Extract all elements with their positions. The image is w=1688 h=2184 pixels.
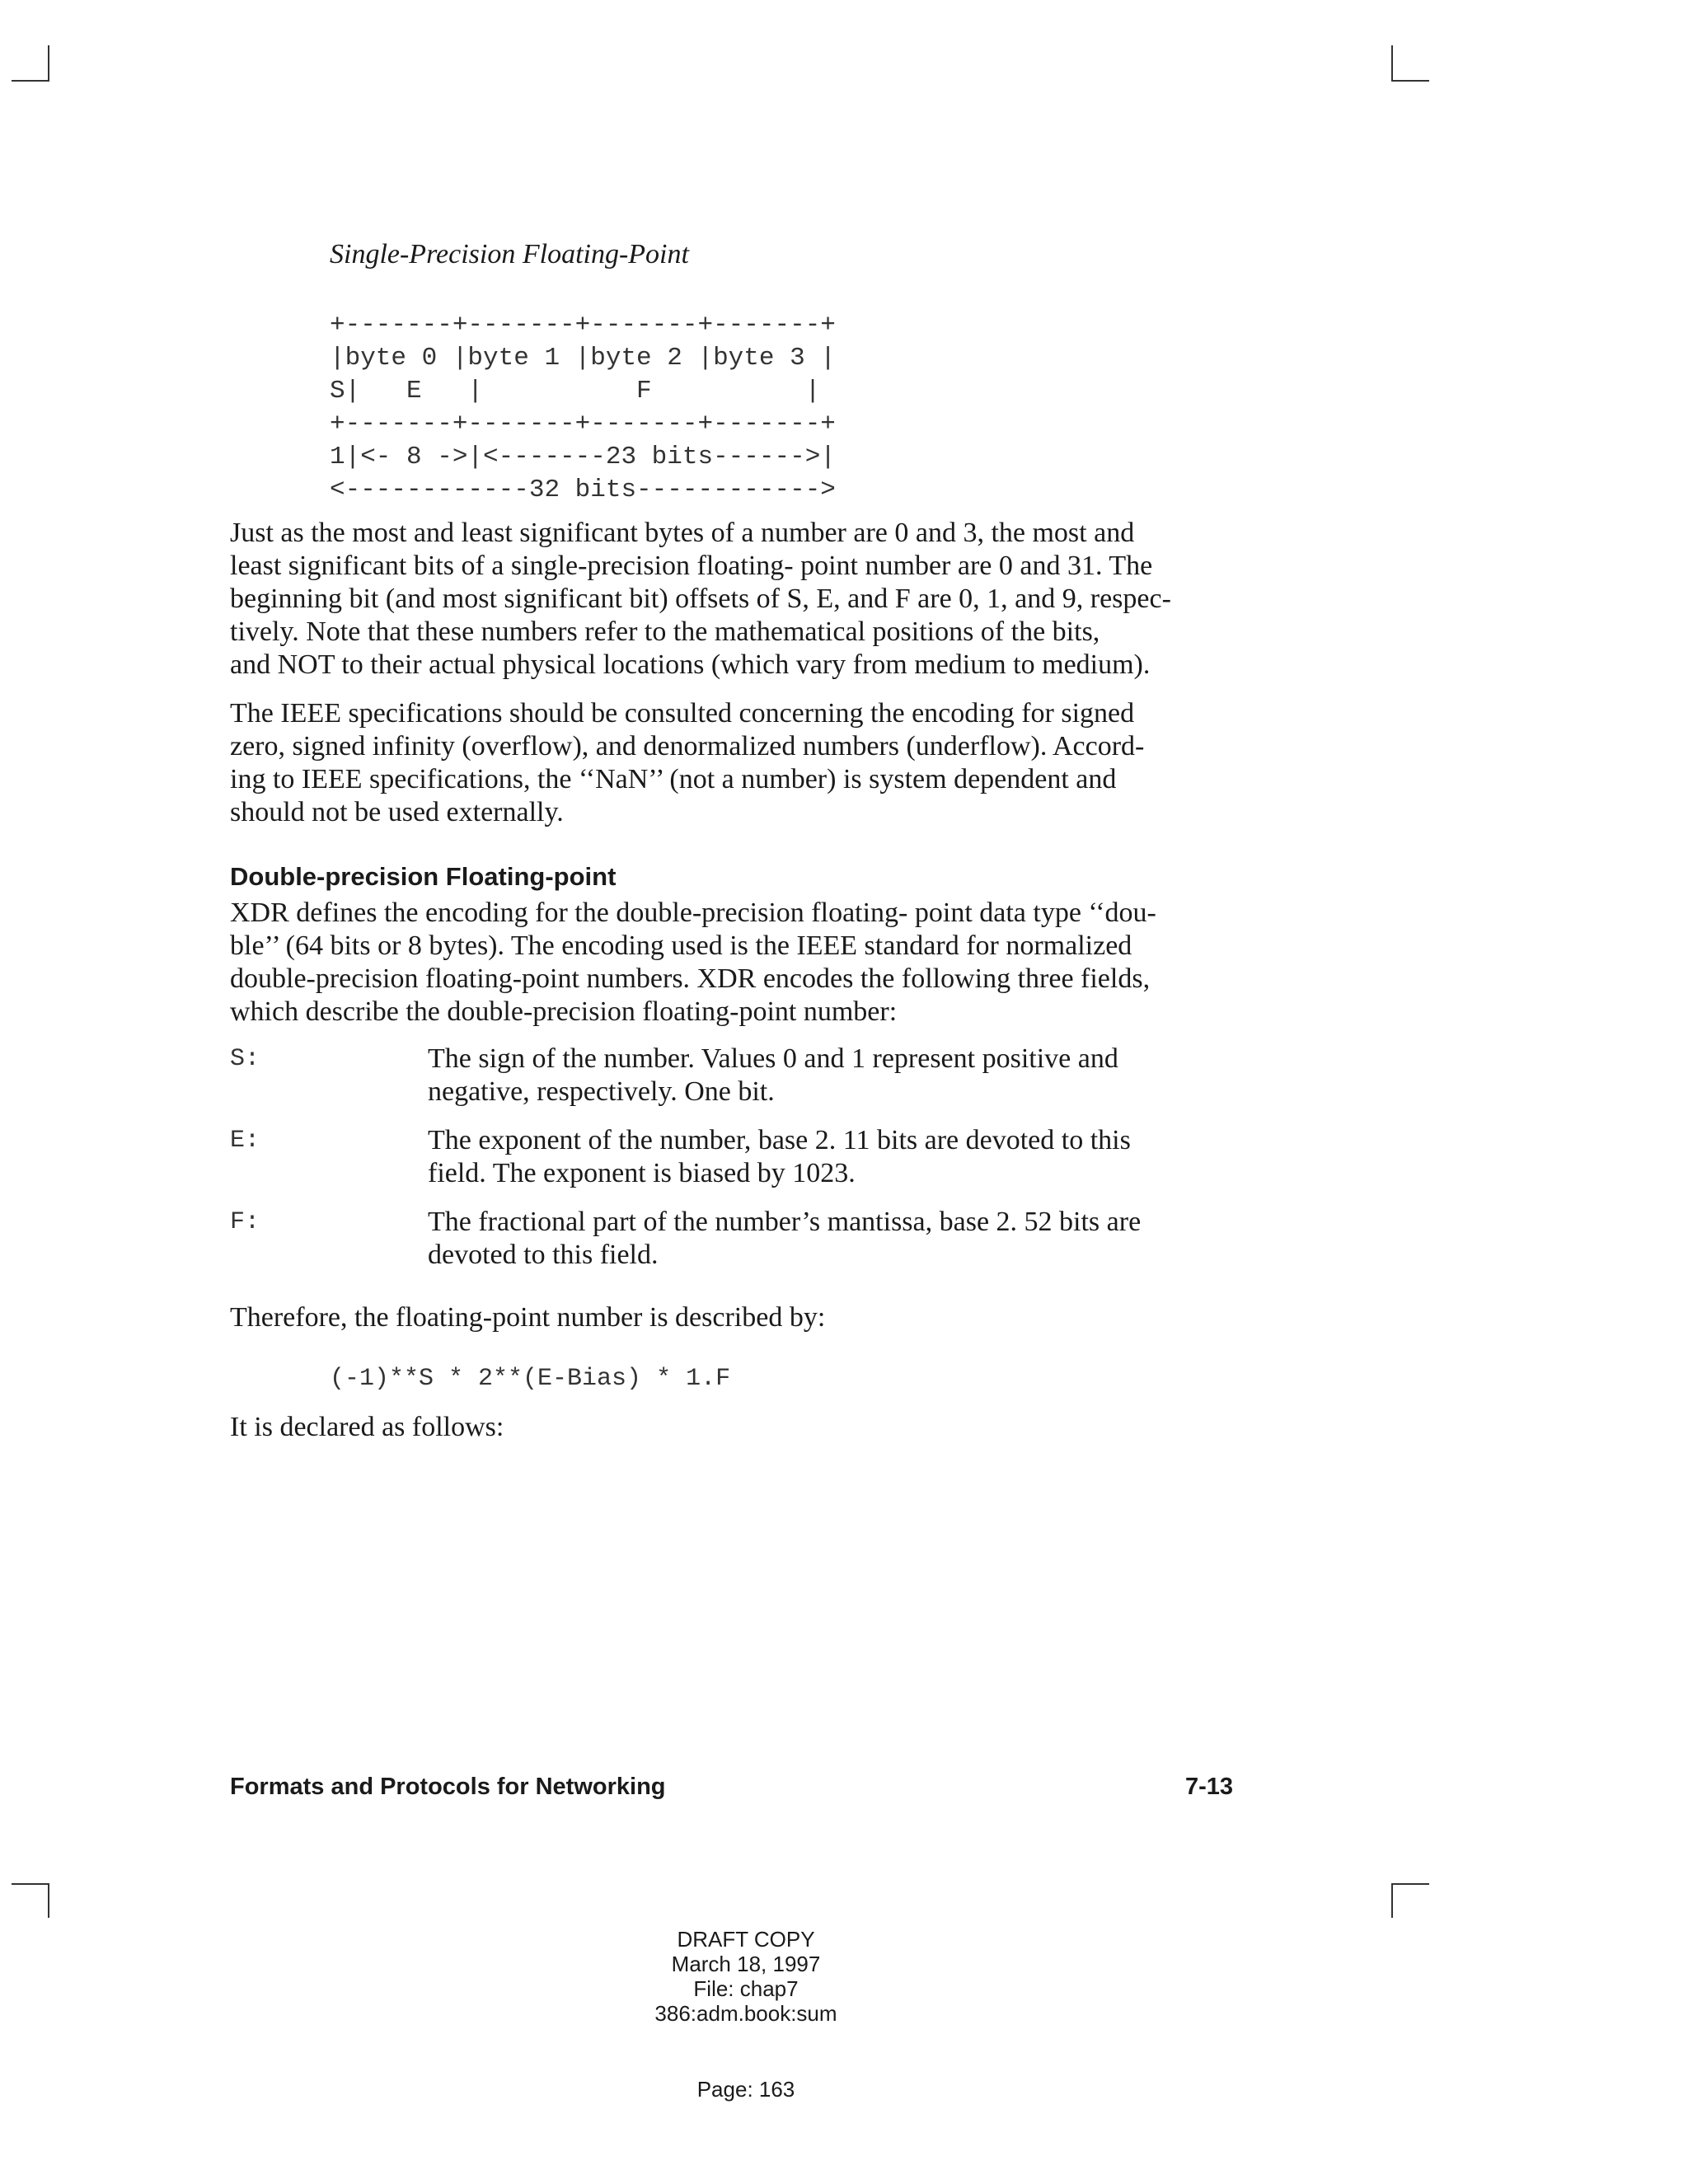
ieee-paragraph: The IEEE specifications should be consulted concerning the encoding for signed zero, signed infinity (overflow), and denormalized numbers (underflow). Accord- ing to IEEE specifications, the ‘‘NaN’’ (not a number) is system dependent and should not be used externally. <box>230 698 1145 827</box>
crop-mark-bottom-right-vertical <box>1391 1883 1393 1918</box>
diagram-line: <------------32 bits------------> <box>330 476 836 504</box>
crop-mark-top-left-horizontal <box>12 80 49 82</box>
field-term: S: <box>230 1045 260 1073</box>
crop-mark-top-right-horizontal <box>1391 80 1429 82</box>
field-f-row <box>230 1206 1227 1272</box>
crop-mark-top-right-vertical <box>1391 45 1393 80</box>
crop-mark-top-left-vertical <box>48 45 49 80</box>
diagram-line: S| E | F | <box>330 377 821 405</box>
declared-paragraph: It is declared as follows: <box>230 1412 504 1442</box>
diagram-line: +-------+-------+-------+-------+ <box>330 311 836 340</box>
draft-line: DRAFT COPY <box>677 1927 815 1952</box>
footer-title: Formats and Protocols for Networking <box>230 1774 666 1800</box>
crop-mark-bottom-left-horizontal <box>12 1883 49 1885</box>
field-description: The exponent of the number, base 2. 11 bits are devoted to this field. The exponent is biased by 1023. <box>428 1125 1131 1188</box>
field-term: E: <box>230 1127 260 1155</box>
bit-offsets-paragraph: Just as the most and least significant bytes of a number are 0 and 3, the most and least significant bits of a single-precision floating- point number are 0 and 31. The beginning bit (and most significant bit) offsets of S, E, and F are 0, 1, and 9, respec- tively. Note that these numbers refer to the mathematical positions of the bits, and NOT to their actual physical locations (which vary from medium to medium). <box>230 518 1171 680</box>
page-number: Page: 163 <box>696 2077 795 2102</box>
xdr-double-paragraph: XDR defines the encoding for the double-precision floating- point data type ‘‘dou- ble’’ (64 bits or 8 bytes). The encoding used is the IEEE standard for normalized double-precision floating-point numbers. XDR encodes the following three fields, which describe the double-precision floating-point number: <box>230 898 1156 1027</box>
draft-line: March 18, 1997 <box>671 1952 821 1976</box>
field-description: The sign of the number. Values 0 and 1 represent positive and negative, respectively. One bit. <box>428 1043 1118 1107</box>
crop-mark-bottom-left-vertical <box>48 1883 49 1918</box>
field-term: F: <box>230 1208 260 1236</box>
single-precision-diagram <box>330 309 836 507</box>
diagram-line: |byte 0 |byte 1 |byte 2 |byte 3 | <box>330 344 836 373</box>
single-precision-heading: Single-Precision Floating-Point <box>330 239 689 269</box>
field-s-row <box>230 1043 1227 1108</box>
draft-copy-block <box>577 1927 915 2026</box>
field-e-row <box>230 1124 1227 1190</box>
floating-point-formula: (-1)**S * 2**(E-Bias) * 1.F <box>330 1365 731 1393</box>
diagram-line: +-------+-------+-------+-------+ <box>330 410 836 438</box>
diagram-line: 1|<- 8 ->|<-------23 bits------>| <box>330 443 836 471</box>
draft-line: 386:adm.book:sum <box>654 2001 837 2026</box>
therefore-paragraph: Therefore, the floating-point number is described by: <box>230 1302 826 1333</box>
double-precision-heading: Double-precision Floating-point <box>230 862 617 891</box>
footer-page-ref: 7-13 <box>1185 1774 1234 1800</box>
field-description: The fractional part of the number’s mantissa, base 2. 52 bits are devoted to this field. <box>428 1207 1142 1270</box>
draft-line: File: chap7 <box>693 1976 799 2001</box>
crop-mark-bottom-right-horizontal <box>1391 1883 1429 1885</box>
